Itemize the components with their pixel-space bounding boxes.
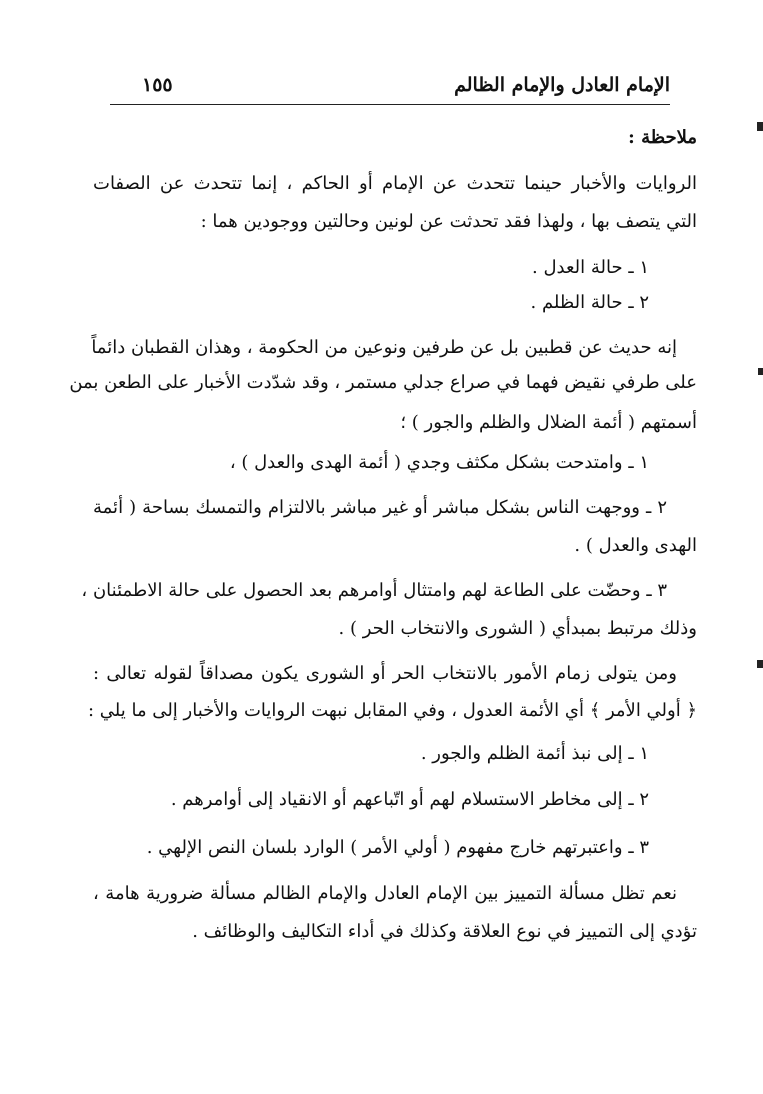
- scan-edge-mark: [758, 368, 763, 375]
- paragraph-line: تؤدي إلى التمييز في نوع العلاقة وكذلك في أداء التكاليف والوظائف .: [192, 921, 697, 942]
- page-number: ١٥٥: [142, 74, 173, 96]
- paragraph-line: الروايات والأخبار حينما تتحدث عن الإمام أو الحاكم ، إنما تتحدث عن الصفات: [93, 173, 697, 194]
- list-item-continued: الهدى والعدل ) .: [574, 535, 697, 556]
- paragraph-line: ومن يتولى زمام الأمور بالانتخاب الحر أو الشورى يكون مصداقاً لقوله تعالى :: [93, 663, 677, 684]
- list-item-continued: وذلك مرتبط بمبدأي ( الشورى والانتخاب الحر ) .: [338, 618, 697, 639]
- scan-edge-mark: [757, 660, 763, 668]
- list-item: ١ ـ إلى نبذ أئمة الظلم والجور .: [420, 743, 649, 764]
- list-item: ١ ـ وامتدحت بشكل مكثف وجدي ( أئمة الهدى والعدل ) ،: [229, 452, 649, 473]
- paragraph-line: أسمتهم ( أئمة الضلال والظلم والجور ) ؛: [400, 412, 697, 433]
- paragraph-line: على طرفي نقيض فهما في صراع جدلي مستمر ، وقد شدّدت الأخبار على الطعن بمن: [69, 372, 697, 393]
- page-header: [110, 60, 670, 105]
- list-item: ١ ـ حالة العدل .: [532, 257, 649, 278]
- paragraph-line: التي يتصف بها ، ولهذا فقد تحدثت عن لونين وحالتين ووجودين هما :: [200, 211, 697, 232]
- list-item: ٢ ـ إلى مخاطر الاستسلام لهم أو اتّباعهم أو الانقياد إلى أوامرهم .: [170, 789, 649, 810]
- list-item: ٣ ـ وحضّت على الطاعة لهم وامتثال أوامرهم بعد الحصول على حالة الاطمئنان ،: [81, 580, 667, 601]
- list-item: ٣ ـ واعتبرتهم خارج مفهوم ( أولي الأمر ) الوارد بلسان النص الإلهي .: [146, 837, 649, 858]
- list-item: ٢ ـ ووجهت الناس بشكل مباشر أو غير مباشر بالالتزام والتمسك بساحة ( أئمة: [93, 497, 667, 518]
- note-heading: ملاحظة :: [628, 127, 697, 148]
- scan-edge-mark: [757, 122, 763, 131]
- paragraph-line: إنه حديث عن قطبين بل عن طرفين ونوعين من الحكومة ، وهذان القطبان دائماً: [91, 337, 677, 358]
- paragraph-line: ﴿ أولي الأمر ﴾ أي الأئمة العدول ، وفي المقابل نبهت الروايات والأخبار إلى ما يلي :: [87, 700, 697, 721]
- list-item: ٢ ـ حالة الظلم .: [530, 292, 649, 313]
- running-title: الإمام العادل والإمام الظالم: [454, 74, 670, 96]
- paragraph-line: نعم تظل مسألة التمييز بين الإمام العادل والإمام الظالم مسألة ضرورية هامة ،: [93, 883, 677, 904]
